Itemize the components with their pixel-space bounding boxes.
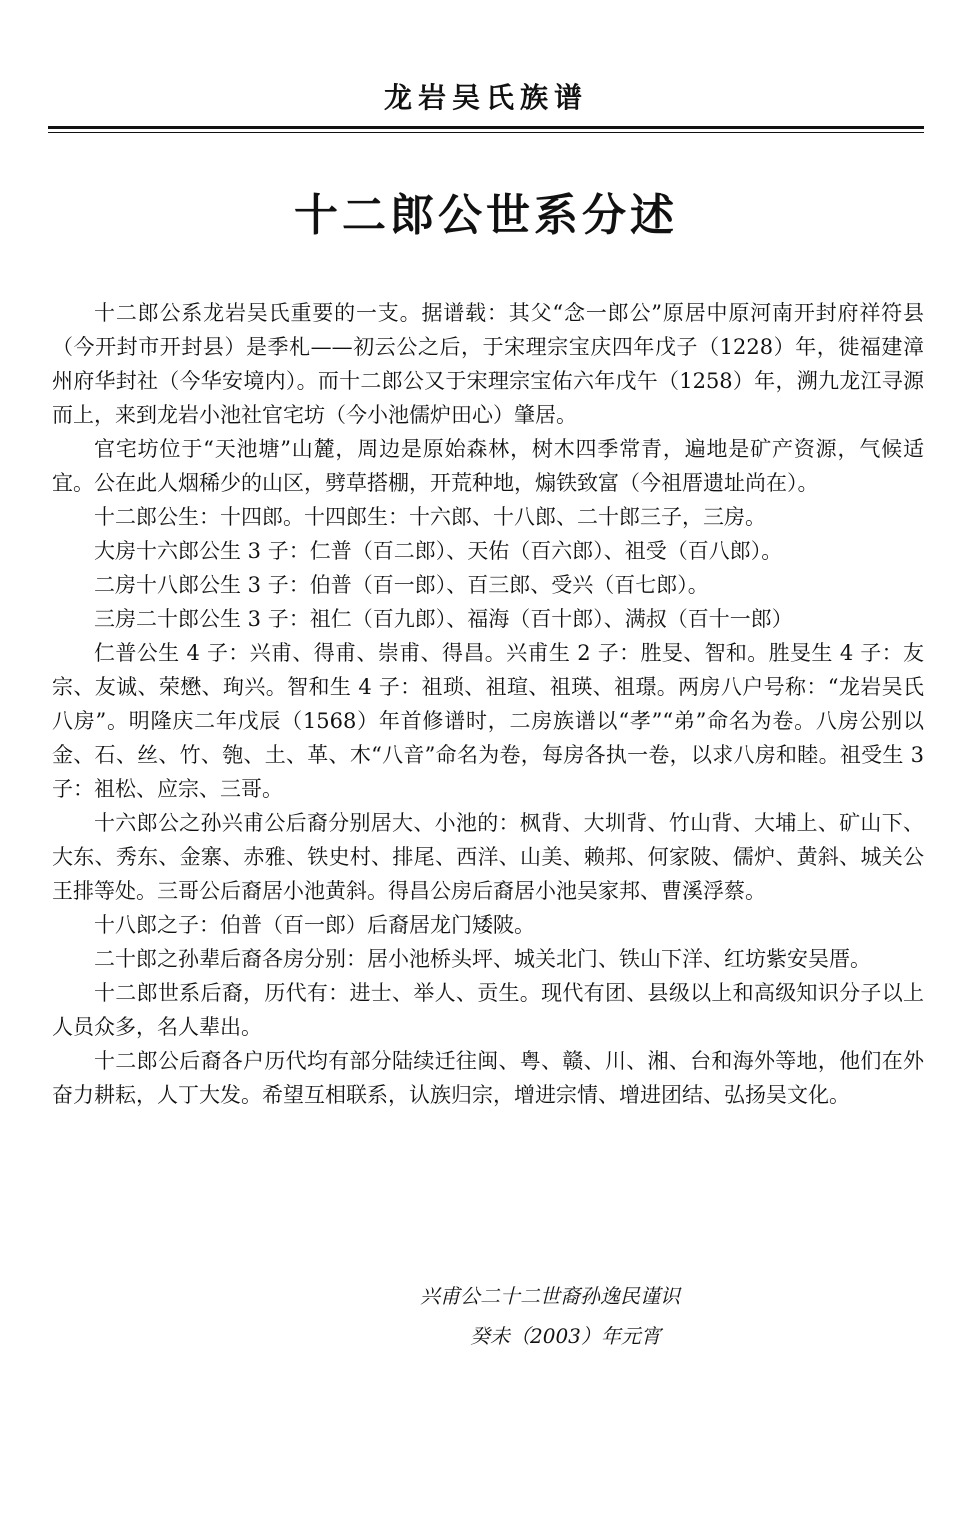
signature-author: 兴甫公二十二世裔孙逸民谨识 [420,1284,680,1308]
paragraph-residences-twentieth: 二十郎之孙辈后裔各房分别：居小池桥头坪、城关北门、铁山下洋、红坊紫安吴厝。 [94,947,871,971]
book-title-header: 龙岩吴氏族谱 [383,81,588,114]
paragraph-settlement: 官宅坊位于“天池塘”山麓，周边是原始森林，树木四季常青，遍地是矿产资源，气候适宜。公在此人烟稀少的山区，劈草搭棚，开荒种地，煽铁致富（今祖厝遗址尚在）。 [52,437,924,495]
paragraph-second-branch: 二房十八郎公生 3 子：伯普（百一郎）、百三郎、受兴（百七郎）。 [94,573,709,597]
page-title: 十二郎公世系分述 [294,190,678,241]
body-text [52,296,924,1112]
signature-date: 癸未（2003）年元宵 [470,1324,661,1348]
paragraph-first-branch: 大房十六郎公生 3 子：仁普（百二郎）、天佑（百六郎）、祖受（百八郎）。 [94,539,783,563]
paragraph-notable-descendants: 十二郎世系后裔，历代有：进士、举人、贡生。现代有团、县级以上和高级知识分子以上人员众多，名人辈出。 [52,981,924,1039]
paragraph-residences-eighteenth: 十八郎之子：伯普（百一郎）后裔居龙门矮陂。 [94,913,535,937]
paragraph-third-branch: 三房二十郎公生 3 子：祖仁（百九郎）、福海（百十郎）、满叔（百十一郎） [94,607,793,631]
paragraph-origin: 十二郎公系龙岩吴氏重要的一支。据谱载：其父“念一郎公”原居中原河南开封府祥符县（今开封市开封县）是季札——初云公之后，于宋理宗宝庆四年戊子（1228）年，徙福建漳州府华封社（今华安境内）。而十二郎公又于宋理宗宝佑六年戊午（1258）年，溯九龙江寻源而上，来到龙岩小池社官宅坊（今小池儒炉田心）肇居。 [52,301,924,427]
header-rule-thin [48,132,924,133]
paragraph-migration: 十二郎公后裔各户历代均有部分陆续迁往闽、粤、赣、川、湘、台和海外等地，他们在外奋力耕耘，人丁大发。希望互相联系，认族归宗，增进宗情、增进团结、弘扬吴文化。 [52,1049,924,1107]
paragraph-lineage-summary: 十二郎公生：十四郎。十四郎生：十六郎、十八郎、二十郎三子，三房。 [94,505,766,529]
header-rule-thick [48,126,924,129]
paragraph-residences-sixteenth: 十六郎公之孙兴甫公后裔分别居大、小池的：枫背、大圳背、竹山背、大埔上、矿山下、大东、秀东、金寨、赤雅、铁史村、排尾、西洋、山美、赖邦、何家陂、儒炉、黄斜、城关公王排等处。三哥公后裔居小池黄斜。得昌公房后裔居小池吴家邦、曹溪浮蔡。 [52,811,924,903]
paragraph-eight-houses: 仁普公生 4 子：兴甫、得甫、崇甫、得昌。兴甫生 2 子：胜旻、智和。胜旻生 4 子：友宗、友诚、荣懋、珣兴。智和生 4 子：祖琐、祖瑄、祖瑛、祖璟。两房八户号称：“龙岩吴氏八房”。明隆庆二年戊辰（1568）年首修谱时，二房族谱以“孝”“弟”命名为卷。八房公别以金、石、丝、竹、匏、土、革、木“八音”命名为卷，每房各执一卷，以求八房和睦。祖受生 3 子：祖松、应宗、三哥。 [52,641,924,801]
signature-block [420,1276,900,1356]
